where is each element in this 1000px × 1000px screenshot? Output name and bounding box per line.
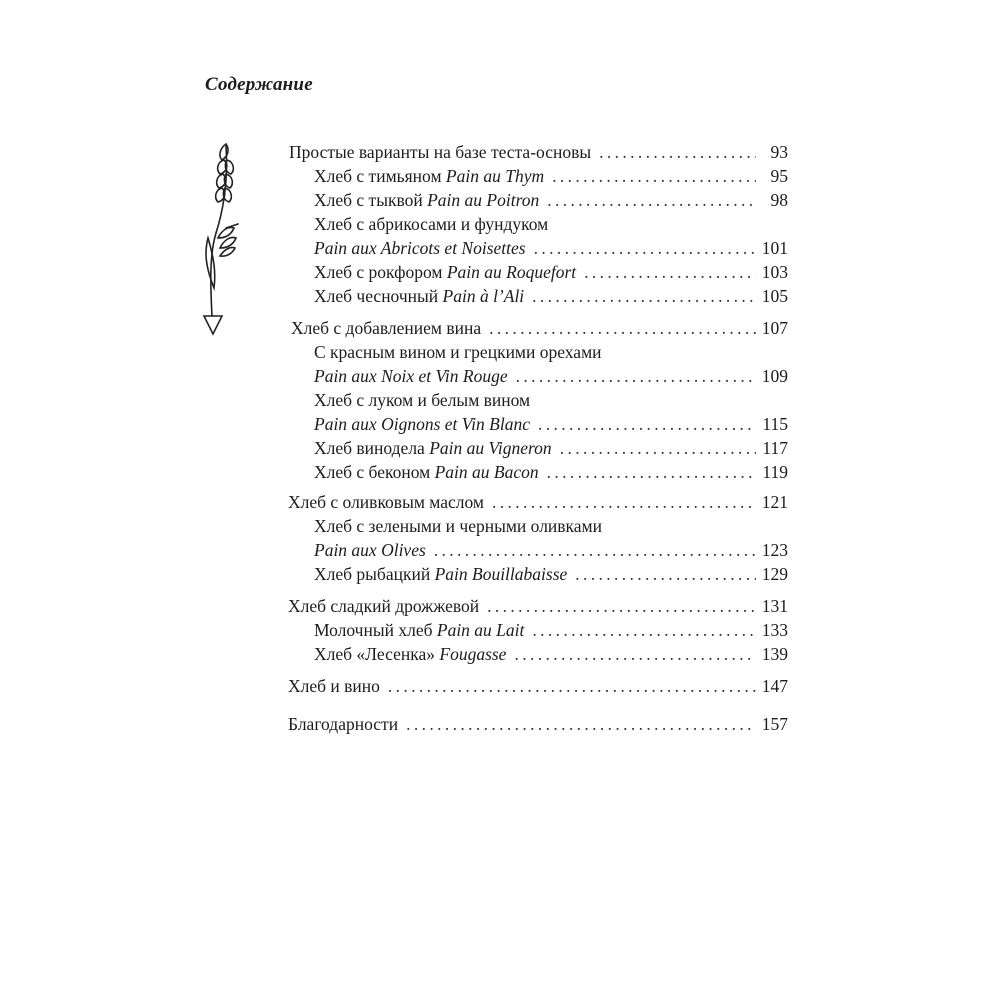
toc-title-french: Pain au Vigneron [429,438,552,458]
toc-page-number: 98 [770,190,788,210]
toc-title-french: Pain aux Abricots et Noisettes [314,238,526,258]
dot-leader [547,188,756,212]
toc-page-number: 95 [770,166,788,186]
toc-page-number: 133 [761,620,788,640]
dot-leader [575,562,756,586]
toc-page-number: 147 [761,676,788,696]
toc-entry-pumpkin[interactable] [314,188,788,212]
toc-title: Хлеб с тыквой [314,190,428,210]
toc-entry-garlic[interactable] [314,284,788,308]
toc-title-french: Pain Bouillabaisse [434,564,568,584]
dot-leader [538,412,756,436]
toc-page-number: 121 [761,492,788,512]
toc-page-number: 107 [761,318,788,338]
dot-leader [552,164,756,188]
toc-page-number: 103 [761,262,788,282]
toc-page-number: 119 [762,462,788,482]
toc-title: Молочный хлеб [314,620,437,640]
toc-entry-sweet-yeast[interactable] [288,594,788,618]
toc-title-french: Pain au Thym [445,166,545,186]
toc-title-french: Pain au Bacon [434,462,539,482]
toc-entry-vigneron[interactable] [314,436,788,460]
toc-title: Хлеб с добавлением вина [291,318,482,338]
dot-leader [560,436,756,460]
toc-page-number: 139 [761,644,788,664]
toc-entry-bread-and-wine[interactable] [288,674,788,698]
toc-entry-fougasse[interactable] [314,642,788,666]
toc-title-french: Pain à l’Ali [442,286,525,306]
dot-leader [584,260,756,284]
toc-title: Хлеб с оливковым маслом [288,492,484,512]
toc-entry-basic-variants[interactable] [289,140,788,164]
toc-title-french: Pain au Poitron [427,190,540,210]
toc-title: Простые варианты на базе теста-основы [289,142,592,162]
toc-title-french: Pain aux Oignons et Vin Blanc [314,414,530,434]
toc-entry-bacon[interactable] [314,460,788,484]
toc-title: Хлеб «Лесенка» [314,644,440,664]
toc-page-number: 117 [762,438,788,458]
toc-title-french: Fougasse [439,644,507,664]
toc-title: Хлеб и вино [288,676,380,696]
toc-title: Хлеб с беконом [314,462,435,482]
dot-leader [599,140,756,164]
toc-entry-wine-bread[interactable] [291,316,788,340]
toc-page-number: 93 [770,142,788,162]
dot-leader [547,460,756,484]
toc-entry-onion-white-wine[interactable] [314,412,788,436]
dot-leader [492,490,756,514]
toc-title-french: Pain au Roquefort [446,262,577,282]
toc-entry-thyme[interactable] [314,164,788,188]
toc-title: Хлеб рыбацкий [314,564,435,584]
toc-entry-red-wine-walnuts[interactable] [314,364,788,388]
toc-entry-milk-bread[interactable] [314,618,788,642]
toc-page-number: 157 [761,714,788,734]
dot-leader [532,618,756,642]
dot-leader [434,538,756,562]
toc-title-french: Pain au Lait [436,620,525,640]
toc-title: Хлеб чесночный [314,286,443,306]
dot-leader [388,674,756,698]
toc-title-line: Хлеб с абрикосами и фундуком [314,214,549,234]
toc-title-line: С красным вином и грецкими орехами [314,342,602,362]
toc-entry-bouillabaisse[interactable] [314,562,788,586]
toc-title: Хлеб с тимьяном [314,166,446,186]
toc-page-number: 123 [761,540,788,560]
toc-entry-apricots[interactable] [314,236,788,260]
dot-leader [514,642,756,666]
dot-leader [516,364,756,388]
toc-page-number: 131 [761,596,788,616]
toc-page-number: 109 [761,366,788,386]
toc-title: Хлеб с рокфором [314,262,447,282]
toc-title-line: Хлеб с луком и белым вином [314,390,531,410]
toc-page-number: 105 [761,286,788,306]
dot-leader [487,594,756,618]
toc-title: Хлеб винодела [314,438,430,458]
toc-title-line: Хлеб с зелеными и черными оливками [314,516,602,536]
toc-title: Хлеб сладкий дрожжевой [288,596,480,616]
toc-page-number: 115 [762,414,788,434]
toc-page-number: 129 [761,564,788,584]
dot-leader [406,712,756,736]
toc-entry-roquefort[interactable] [314,260,788,284]
toc-page-number: 101 [761,238,788,258]
toc-entry-olive-oil[interactable] [288,490,788,514]
toc-entry-acknowledgements[interactable] [288,712,788,736]
toc-title-french: Pain aux Olives [314,540,426,560]
dot-leader [532,284,756,308]
dot-leader [489,316,756,340]
toc-title: Благодарности [288,714,399,734]
page-title: Содержание [205,74,313,95]
dot-leader [534,236,756,260]
toc-title-french: Pain aux Noix et Vin Rouge [314,366,508,386]
toc-entry-olives[interactable] [314,538,788,562]
